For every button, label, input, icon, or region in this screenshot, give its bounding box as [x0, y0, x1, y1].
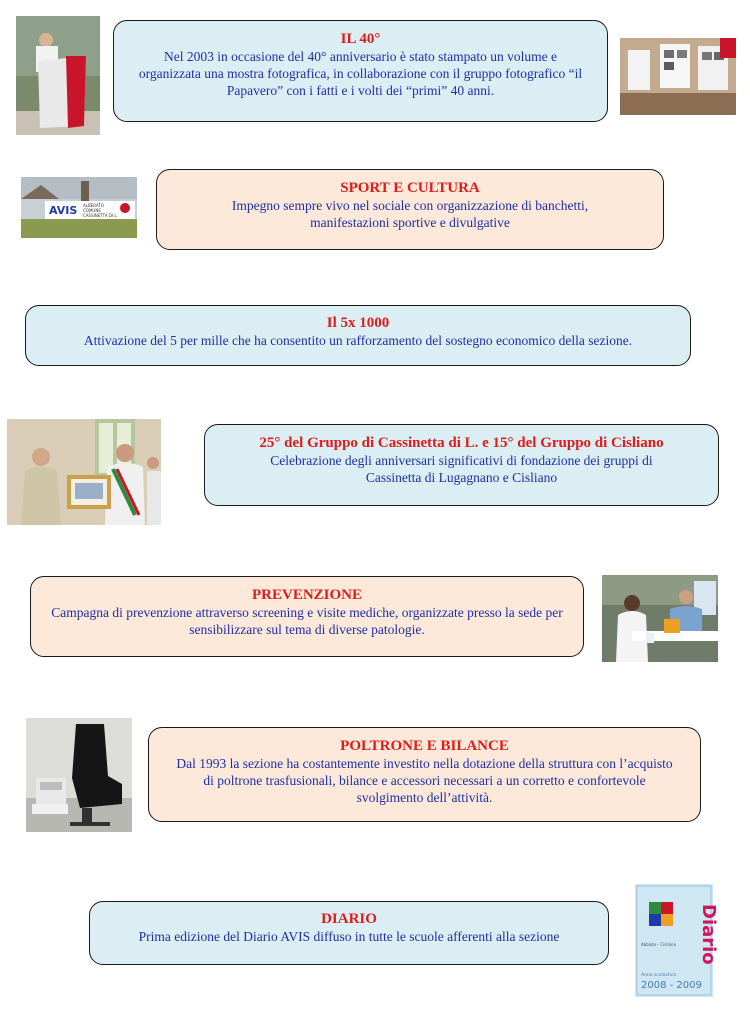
section-text: Nel 2003 in occasione del 40° anniversario è stato stampato un volume e organizzata una mostra fotografica, in collaborazione con il gruppo fotografico “il Papavero” con i fatti e i volti dei “primi” 40 anni. — [138, 49, 583, 98]
diary-year-label: Anno scolastico — [641, 973, 677, 978]
diary-years: 2008 - 2009 — [641, 980, 702, 991]
section-title: PREVENZIONE — [251, 587, 363, 603]
svg-text:COMUNE: COMUNE — [83, 208, 101, 213]
diary-title: Diario — [698, 904, 719, 965]
section-title: SPORT E CULTURA — [340, 180, 480, 196]
avis-logo-text: AVIS — [49, 204, 78, 217]
diary-location: Abbiate - Cisliano — [641, 942, 677, 947]
section-text: Attivazione del 5 per mille che ha consentito un rafforzamento del sostegno economico della sezione. — [83, 333, 633, 348]
speaker-photo — [16, 16, 100, 135]
photo-anniversary-award — [7, 419, 161, 525]
photo-avis-banner — [21, 177, 137, 238]
section-poltrone-bilance — [148, 727, 701, 822]
section-text: Celebrazione degli anniversari significativi di fondazione dei gruppi di Cassinetta di Lugagnano e Cisliano — [270, 453, 653, 485]
section-text: Campagna di prevenzione attraverso screening e visite mediche, organizzate presso la sede per sensibilizzare sul tema di diverse patologie. — [51, 605, 563, 637]
photo-transfusion-chair — [26, 718, 132, 832]
section-anniversari — [204, 424, 719, 506]
section-title: IL 40° — [340, 31, 381, 47]
photo-diario-cover — [635, 884, 719, 997]
svg-text:ALBERATO: ALBERATO — [83, 203, 104, 208]
photo-exhibition — [620, 38, 736, 115]
section-text: Dal 1993 la sezione ha costantemente investito nella dotazione della struttura con l’acquisto di poltrone trasfusionali, bilance e accessori necessari a un corretto e confortevole svolgimento dell’attività. — [176, 756, 673, 805]
photo-medical-screening — [602, 575, 718, 662]
section-5x1000 — [25, 305, 691, 366]
section-title: POLTRONE E BILANCE — [340, 738, 509, 754]
svg-text:CASSINETTA DI L.: CASSINETTA DI L. — [83, 213, 118, 218]
section-il-40 — [113, 20, 608, 122]
section-text: Prima edizione del Diario AVIS diffuso in tutte le scuole afferenti alla sezione — [138, 929, 560, 944]
section-prevenzione — [30, 576, 584, 657]
section-title: 25° del Gruppo di Cassinetta di L. e 15° del Gruppo di Cisliano — [259, 435, 664, 451]
section-title: Il 5x 1000 — [326, 315, 390, 331]
section-title: DIARIO — [321, 911, 377, 927]
section-diario — [89, 901, 609, 965]
section-sport-cultura — [156, 169, 664, 250]
section-text: Impegno sempre vivo nel sociale con organizzazione di banchetti, manifestazioni sportive e divulgative — [231, 198, 589, 230]
